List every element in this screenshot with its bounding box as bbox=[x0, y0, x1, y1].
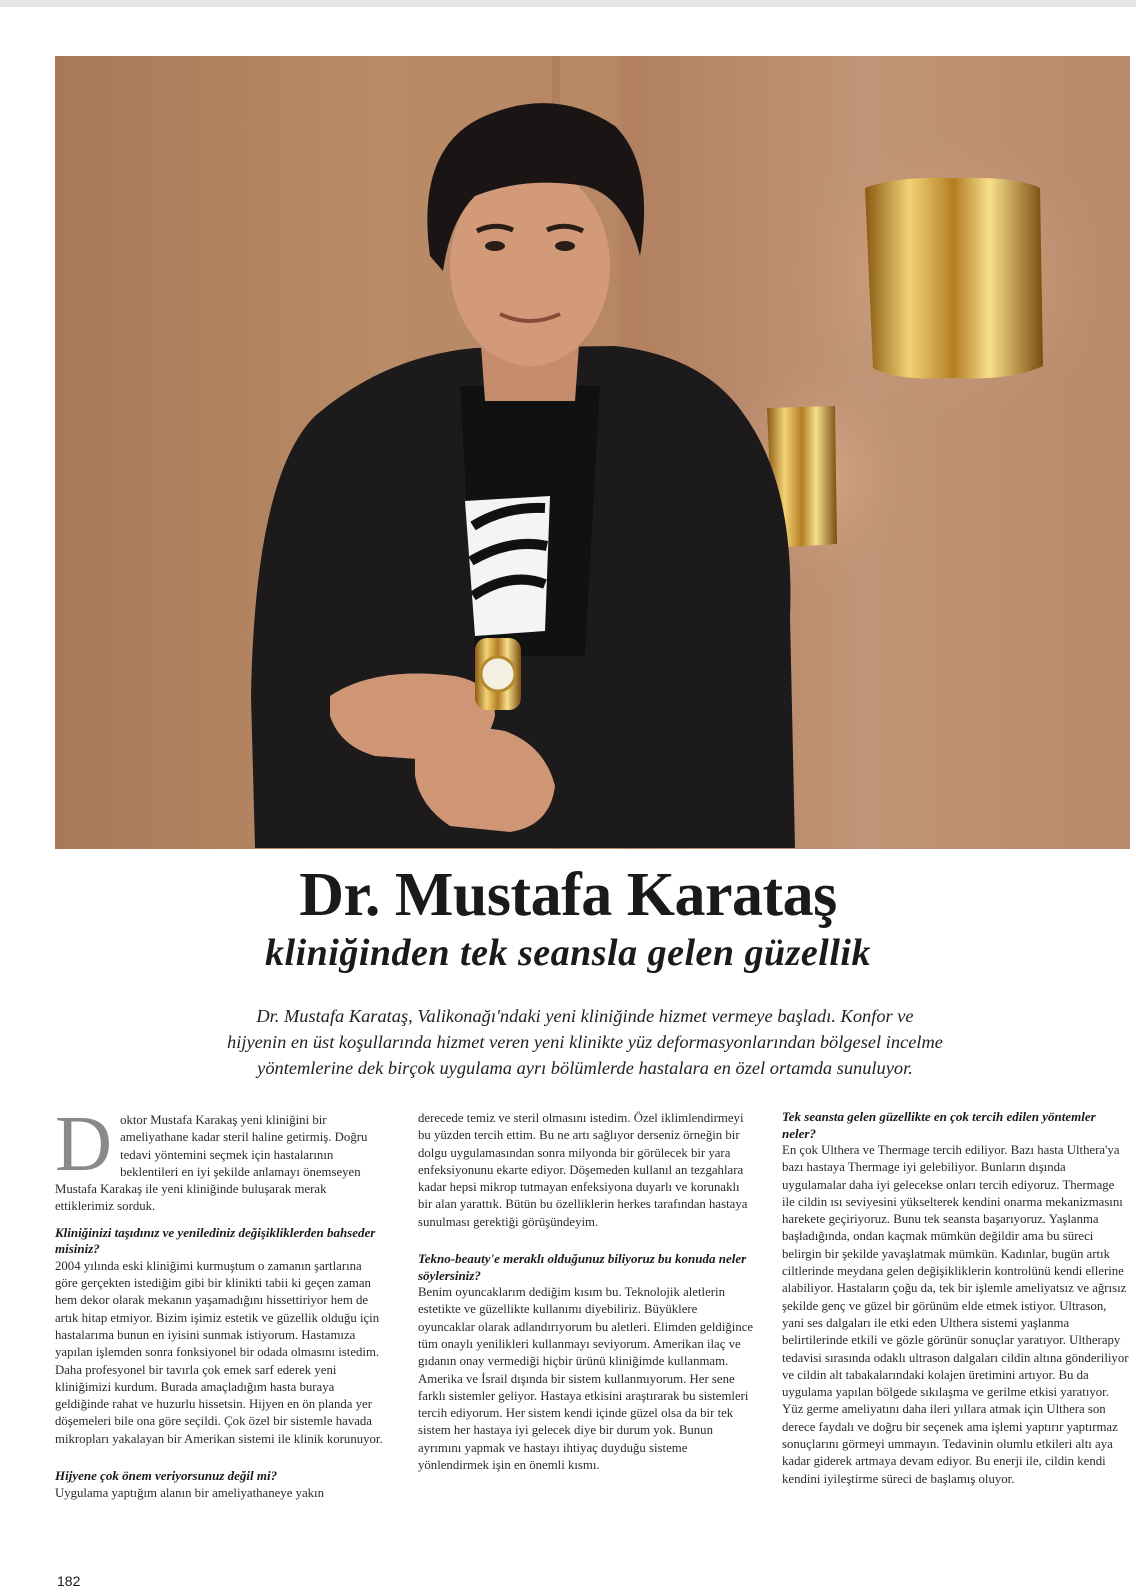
eye-left bbox=[485, 241, 505, 251]
page-number: 182 bbox=[57, 1573, 81, 1589]
intro-text: oktor Mustafa Karakaş yeni kliniğini bir ameliyathane kadar steril haline getirmiş. Doğru tedavi yöntemini seçmek için hastalarının beklentileri en iyi şekilde anlamayı önemseyen Mustafa Karakaş ile yeni kliniğinde buluşarak merak ettiklerimiz sorduk. bbox=[55, 1113, 368, 1214]
portrait-photo bbox=[55, 56, 1130, 849]
answer-text: En çok Ulthera ve Thermage tercih ediliyor. Bazı hasta Ulthera'ya bazı hastaya Thermage iyi gelebiliyor. Bunların dışında uygulamalar daha iyi gelecekse onları tercih ediyoruz. Thermage ile cildin ısı seviyesini yükselterek kendini onarma mekanizmasını harekete geçiriyoruz. Bunu tek seansta başarıyoruz. Yaşlanma başladığında, ondan kaçmak mümkün değildir ama bu süreci belirgin bir şekilde yavaşlatmak mümkün. Kadınlar, bugün artık ciltlerinde meydana gelen değişikliklerin kontrolünü kendi ellerine alabiliyor. Hastaların çoğu da, tek bir işlemle ameliyatsız ve ağrısız şekilde genç ve güzel bir görünüm elde etmek istiyor. Ultrason, yani ses dalgaları ile etki eden Ulthera sistemi yaşlanma belirtilerinde etkili ve gözle görünür sonuçlar yaratıyor. Ultherapy tedavisi sırasında odaklı ultrason dalgaları cildin altına gönderiliyor ve cildin alt tabakalarındaki kolajen üretimini artıyor. Bu da uygulama yapılan bölgede sıkılaşma ve gerilme etkisi yaratıyor. Yüz germe ameliyatını daha ileri yıllara atmak için Ulthera son derece faydalı ve doğru bir seçenek ama işlemi yaptırır yaptırmaz sonuçlarını görmeyi ummayın. Tedavinin olumlu etkileri altı aya kadar giderek artmaya devam ediyor. Bu enerji ile, cildin kendi kendini iyileştirme süreci de başlamış oluyor. bbox=[782, 1143, 1129, 1486]
answer-text: 2004 yılında eski kliniğimi kurmuştum o zamanın şartlarına göre gerçekten istediğim gibi bir klinikti tabii ki geçen zaman hem dekor olarak mekanın yaşamadığını hissettiriyor hem de artık hitap etmiyor. Bizim işimiz estetik ve güzellik olduğu için hastalarıma bunun en iyisini sunmak istiyorum. Hastamıza yapılan işlemden sonra fonksiyonel bir odada olmasını istedim. Daha profesyonel bir tavırla çok emek sarf ederek yeni kliniğimizi kurdum. Burada amaçladığım hasta buraya geldiğinde rahat ve huzurlu hissetsin. Hijyen en ön planda yer döşemeleri bile ona göre seçildi. Çok özel bir sistemle havada mikropları yakalayan bir Amerikan sistemi ile klinik korunuyor. bbox=[55, 1258, 383, 1446]
article-subheadline: kliniğinden tek seansla gelen güzellik bbox=[265, 932, 871, 974]
lead-line: Dr. Mustafa Karataş, Valikonağı'ndaki yeni kliniğinde hizmet vermeye başladı. Konfor ve bbox=[256, 1006, 914, 1026]
text-column-3 bbox=[782, 1109, 1130, 1488]
drop-cap: D bbox=[55, 1101, 113, 1188]
answer-text: Benim oyuncaklarım dediğim kısım bu. Teknolojik aletlerin estetikte ve güzellikte kullanımı diyebiliriz. Büyüklere oyuncaklar olarak adlandırıyorum bu aletleri. Elimden geldiğince tüm onaylı yenilikleri kullanmayı seviyorum. Amerikan ilaç ve gıdanın onay vermediği hiçbir ürünü kliniğimde kullanmam. Amerika ve İsrail dışında bir sistem kullanmıyorum. Her sene farklı sistemler geliyor. Hastaya etkisini araştırarak bu sistemleri tercih ediyorum. Her sistem kendi içinde güzel olsa da bir tek sistem her hastaya iyi gelecek diye bir durum yok. Bunun ayrımını yapmak ve hastayı ihtiyaç duyduğu sisteme yönlendirmek işin en önemli kısmı. bbox=[418, 1285, 754, 1473]
answer-text: derecede temiz ve steril olmasını istedim. Özel iklimlendirmeyi bu yüzden tercih ettim. Bu ne artı sağlıyor derseniz örneğin bir dolgu uygulamasından sonra milyonda bir görülecek bir yara enfeksiyonunu ekarte ediyor. Döşemeden kullanıl an tezgahlara kadar hepsi mikrop tutmayan enfeksiyona duyarlı ve korunaklı bir alan yarattık. Bütün bu özelliklerin herkes tarafından hastaya sunulması gerektiği görüşündeyim. bbox=[418, 1111, 748, 1229]
answer-text: Uygulama yaptığım alanın bir ameliyathaneye yakın bbox=[55, 1485, 325, 1500]
top-edge-strip bbox=[0, 0, 1136, 7]
text-column-2 bbox=[418, 1110, 754, 1474]
question-heading: Tek seansta gelen güzellikte en çok tercih edilen yöntemler neler? bbox=[782, 1109, 1096, 1141]
eye-right bbox=[555, 241, 575, 251]
intro-paragraph bbox=[55, 1101, 387, 1216]
text-column-1 bbox=[55, 1101, 387, 1502]
lead-line: yöntemlerine dek birçok uygulama ayrı bölümlerde hastalara en özel ortamda sunuluyor. bbox=[257, 1058, 913, 1078]
article-lead bbox=[140, 1003, 1030, 1081]
gold-wall-lamp bbox=[865, 178, 1043, 379]
t-shirt-print bbox=[465, 496, 550, 636]
question-heading: Kliniğinizi taşıdınız ve yenilediniz değişikliklerden bahseder misiniz? bbox=[55, 1224, 376, 1257]
lead-line: hijyenin en üst koşullarında hizmet veren yeni klinikte yüz deformasyonlarından bölgesel incelme bbox=[227, 1032, 943, 1052]
portrait-illustration bbox=[55, 56, 1130, 849]
question-heading: Tekno-beauty'e meraklı olduğunuz biliyoruz bu konuda neler söylersiniz? bbox=[418, 1251, 747, 1283]
question-heading: Hijyene çok önem veriyorsunuz değil mi? bbox=[55, 1468, 278, 1484]
watch-face bbox=[481, 657, 515, 691]
article-headline: Dr. Mustafa Karataş bbox=[299, 861, 837, 929]
